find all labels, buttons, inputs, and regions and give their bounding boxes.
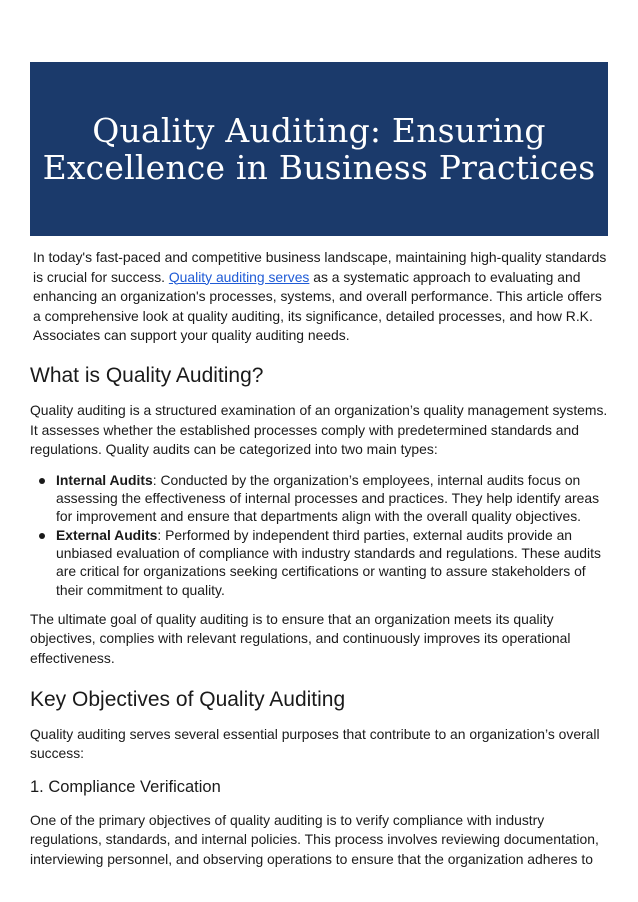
list-item-term: External Audits — [56, 526, 158, 543]
intro-text-before: In today's fast-paced and competitive business landscape, maintaining high-quality standards is crucial for success. — [33, 249, 607, 285]
section-heading-key-objectives: Key Objectives of Quality Auditing — [30, 687, 346, 711]
what-is-paragraph: Quality auditing is a structured examination of an organization’s quality management systems. It assesses whether the established processes comply with predetermined standards and regulations. Quality audits can be categorized into two main types: — [30, 401, 608, 458]
audit-types-list — [30, 471, 610, 599]
intro-paragraph — [30, 248, 610, 346]
quality-auditing-link[interactable]: Quality auditing serves — [168, 268, 310, 285]
closing-paragraph: The ultimate goal of quality auditing is to ensure that an organization meets its quality objectives, complies with relevant regulations, and continuously improves its operational effectiveness. — [30, 610, 571, 667]
key-objectives-paragraph: Quality auditing serves several essential purposes that contribute to an organization’s overall success: — [30, 725, 600, 762]
section-heading-what-is: What is Quality Auditing? — [30, 363, 264, 387]
intro-text-after: as a systematic approach to evaluating and enhancing an organization's processes, systems, and overall performance. This article offers a comprehensive look at quality auditing, its significance, detailed processes, and how R.K. Associates can support your quality auditing needs. — [33, 268, 602, 344]
list-item-text: : Conducted by the organization’s employees, internal audits focus on assessing the effectiveness of internal processes and practices. They help identify areas for improvement and ensure that departments align with the overall quality objectives. — [56, 471, 600, 525]
subheading-compliance-verification: 1. Compliance Verification — [30, 777, 221, 796]
list-item-internal-audits — [30, 471, 610, 526]
article-body — [30, 248, 610, 870]
list-item-term: Internal Audits — [56, 471, 153, 488]
bullet-icon — [39, 533, 45, 539]
list-item-text: : Performed by independent third parties, external audits provide an unbiased evaluation of compliance with industry standards and regulations. These audits are critical for organizations seeking certifications or wanting to assure stakeholders of their commitment to quality. — [56, 526, 601, 598]
page-title: Quality Auditing: Ensuring Excellence in Business Practices — [42, 111, 596, 187]
compliance-paragraph: One of the primary objectives of quality auditing is to verify compliance with industry regulations, standards, and internal policies. This process involves reviewing documentation, interviewing personnel, and observing operations to ensure that the organization adheres to — [30, 811, 599, 867]
list-item-external-audits — [30, 526, 610, 599]
bullet-icon — [39, 478, 45, 484]
title-banner — [30, 62, 608, 236]
